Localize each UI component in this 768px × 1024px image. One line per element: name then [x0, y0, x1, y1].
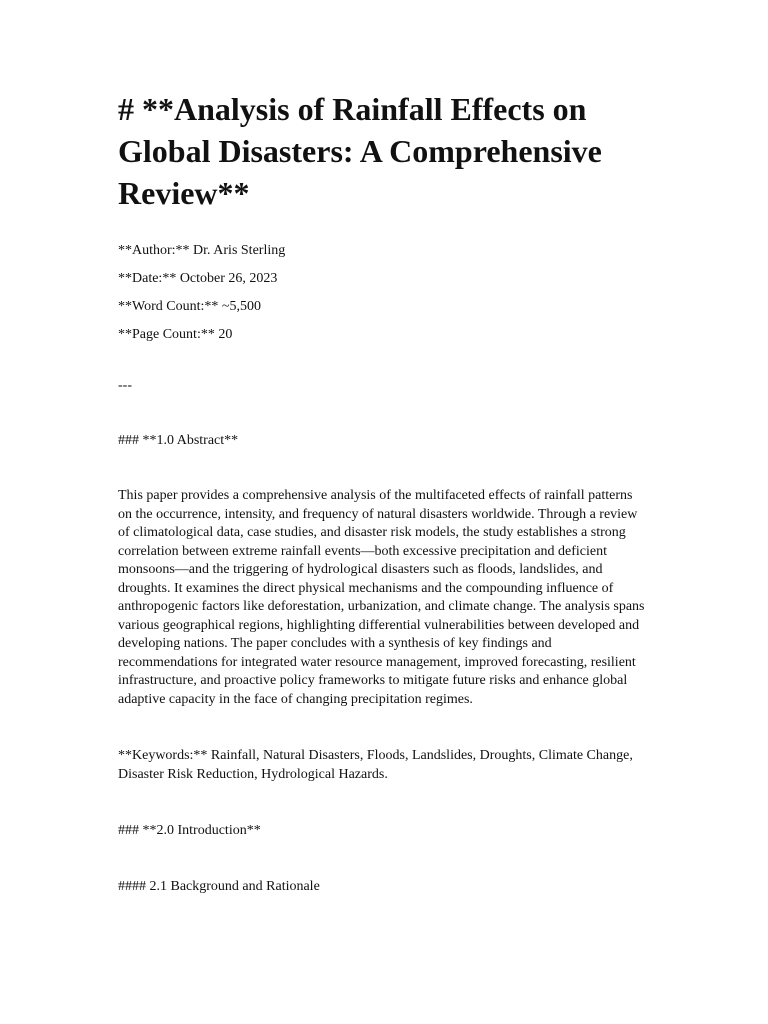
background-subheading: #### 2.1 Background and Rationale — [118, 879, 320, 894]
metadata-block — [118, 242, 648, 343]
document-title: # **Analysis of Rainfall Effects on Global Disasters: A Comprehensive Review** — [118, 91, 602, 211]
word-count-line: **Word Count:** ~5,500 — [118, 299, 261, 314]
separator-line: --- — [118, 378, 132, 393]
page-count-line: **Page Count:** 20 — [118, 327, 233, 342]
date-line: **Date:** October 26, 2023 — [118, 271, 278, 286]
introduction-heading: ### **2.0 Introduction** — [118, 823, 261, 838]
author-line: **Author:** Dr. Aris Sterling — [118, 243, 286, 258]
abstract-paragraph: This paper provides a comprehensive analysis of the multifaceted effects of rainfall patterns on the occurrence, intensity, and frequency of natural disasters worldwide. Through a review of climatological data, case studies, and disaster risk models, the study establishes a strong correlation between extreme rainfall events—both excessive precipitation and deficient monsoons—and the triggering of hydrological disasters such as floods, landslides, and droughts. It examines the direct physical mechanisms and the compounding influence of anthropogenic factors like deforestation, urbanization, and climate change. The analysis spans various geographical regions, highlighting differential vulnerabilities between developed and developing nations. The paper concludes with a synthesis of key findings and recommendations for integrated water resource management, improved forecasting, resilient infrastructure, and proactive policy frameworks to mitigate future risks and enhance global adaptive capacity in the face of changing precipitation regimes. — [118, 488, 645, 707]
keywords-paragraph: **Keywords:** Rainfall, Natural Disasters, Floods, Landslides, Droughts, Climate Change, Disaster Risk Reduction, Hydrological Hazards. — [118, 748, 633, 782]
document-page — [118, 88, 648, 895]
abstract-heading: ### **1.0 Abstract** — [118, 433, 239, 448]
